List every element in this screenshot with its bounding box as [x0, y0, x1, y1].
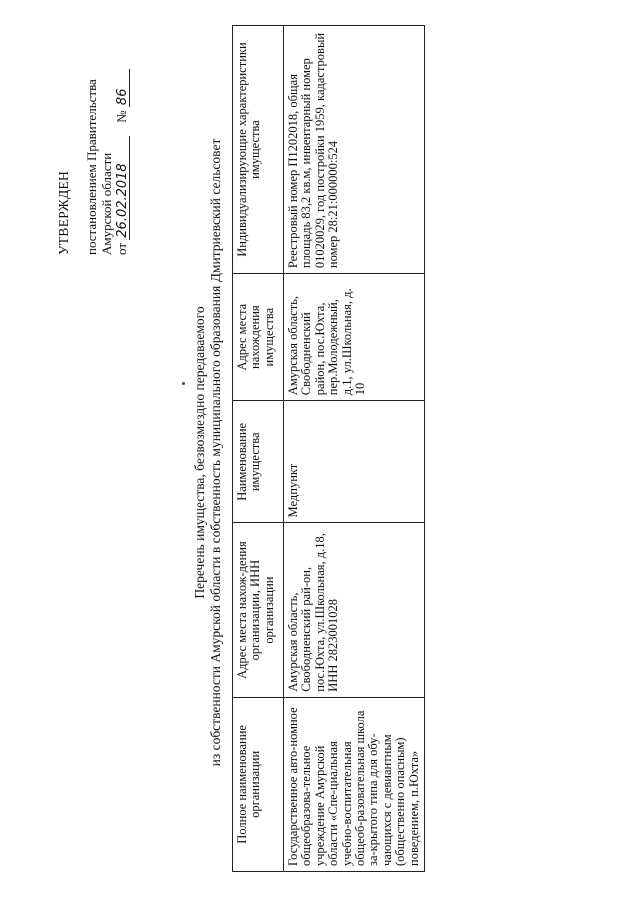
table-row: [284, 26, 425, 872]
header-org-address: Адрес места нахож-дения организации, ИНН организации: [233, 523, 284, 697]
header-property-address: Адрес места нахождения имущества: [233, 274, 284, 401]
scan-speck: [182, 382, 185, 385]
approval-date-line: [114, 25, 130, 255]
title-line-1: Перечень имущества, безвозмездно передаваемого: [192, 306, 207, 599]
from-label: от: [114, 242, 129, 255]
approval-line-1: постановлением Правительства: [84, 79, 99, 255]
approval-line-2: Амурской области: [99, 152, 114, 255]
number-label: №: [114, 110, 129, 123]
property-table: [232, 25, 425, 872]
handwritten-date: 26.02.2018: [116, 136, 130, 240]
approval-heading: УТВЕРЖДЕН: [56, 170, 71, 255]
cell-property-name: Медпункт: [284, 401, 425, 523]
handwritten-number: 86: [116, 69, 130, 107]
header-organization: Полное наименование организации: [233, 697, 284, 871]
title-line-2: из собственности Амурской области в собственность муниципального образования Дмитриевский сельсовет: [208, 138, 223, 767]
header-characteristics: Индивидуализирующие характеристики имущества: [233, 26, 284, 274]
header-property-name: Наименование имущества: [233, 401, 284, 523]
table-header-row: [233, 26, 284, 872]
cell-org-address: Амурская область, Свободненский рай-он, пос.Юхта, ул.Школьная, д.18, ИНН 2823001028: [284, 523, 425, 697]
document-title: [192, 30, 224, 875]
approval-block: [56, 25, 130, 255]
cell-organization: Государственное авто-номное общеобразова-тельное учреждение Амурской области «Спе-циальная учебно-воспитательная общеоб-разовательная школа за-крытого типа для обу-чающихся с девиантным (общественно опасным) поведением, п.Юхта»: [284, 697, 425, 871]
cell-property-address: Амурская область, Свободненский район, пос.Юхта, пер.Молодежный, д.1, ул.Школьная, д. 10: [284, 274, 425, 401]
cell-characteristics: Реестровый номер П1202018, общая площадь 83,2 кв.м, инвентарный номер 01020029, год постройки 1959, кадастровый номер 28:21:000000:524: [284, 26, 425, 274]
